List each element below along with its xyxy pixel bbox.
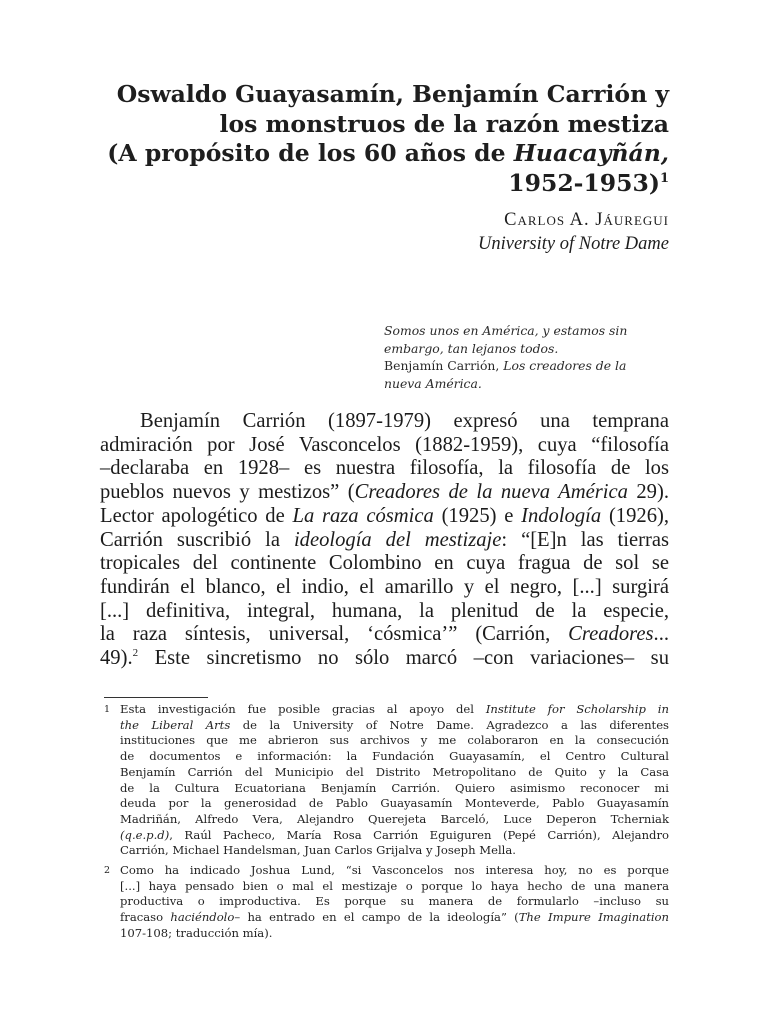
footnote-number: 2 bbox=[104, 865, 111, 877]
footnote-2 bbox=[100, 863, 669, 942]
title-footnote-mark[interactable]: 1 bbox=[659, 170, 669, 186]
body-line bbox=[100, 481, 669, 505]
footnote-number: 1 bbox=[104, 704, 111, 715]
footnote-1 bbox=[100, 702, 669, 859]
body-text-run: pueblos nuevos y mestizos” ( bbox=[100, 481, 355, 504]
footnote-line: de la Cultura Ecuatoriana Benjamín Carrión. Quiero asimismo reconocer mi bbox=[120, 780, 669, 795]
footnote-line bbox=[120, 702, 669, 718]
body-italic-run: La raza cósmica bbox=[292, 504, 434, 527]
title-line-4 bbox=[100, 169, 669, 199]
footnote-text-run: , Raúl Pacheco, María Rosa Carrión Eguiguren (Pepé Carrión), Alejandro bbox=[169, 827, 669, 842]
footnote-line: de documentos e información: la Fundación Guayasamín, el Centro Cultural bbox=[120, 749, 669, 764]
title-line-2: los monstruos de la razón mestiza bbox=[219, 109, 669, 138]
author-affiliation: University of Notre Dame bbox=[478, 234, 669, 254]
author-name: Carlos A. Jáuregui bbox=[504, 210, 669, 230]
body-line bbox=[100, 647, 669, 671]
footnote-line: instituciones que me abrieron sus archivos y me colaboraron en la consecución bbox=[120, 733, 669, 748]
epigraph-source-title: Los creadores de la bbox=[503, 358, 627, 373]
footnote-line: Benjamín Carrión del Municipio del Distrito Metropolitano de Quito y la Casa bbox=[120, 764, 669, 779]
epigraph-quote-line: Somos unos en América, y estamos sin bbox=[384, 323, 628, 338]
footnote-line: [...] haya pensado bien o mal el mestizaje o porque lo haya hecho de una manera bbox=[120, 878, 669, 893]
body-line: –declaraba en 1928– es nuestra filosofía, la filosofía de los bbox=[100, 457, 669, 480]
body-text-run: (1926), bbox=[601, 504, 669, 527]
body-text-run: ... bbox=[653, 623, 669, 646]
article-title bbox=[100, 80, 669, 198]
footnote-text-run: – ha entrado en el campo de la ideología” ( bbox=[234, 910, 519, 925]
footnote-divider bbox=[104, 697, 208, 698]
body-line: [...] definitiva, integral, humana, la plenitud de la especie, bbox=[100, 599, 669, 622]
epigraph-source bbox=[384, 357, 669, 392]
footnote-reference[interactable]: 2 bbox=[132, 647, 139, 660]
footnote-text-run: Esta investigación fue posible gracias al apoyo del bbox=[120, 702, 486, 716]
footnote-line: deuda por la generosidad de Pablo Guayasamín Monteverde, Pablo Guayasamín bbox=[120, 796, 669, 811]
title-line-3-text: (A propósito de los 60 años de bbox=[107, 139, 514, 167]
footnote-text-run: fracaso bbox=[120, 910, 171, 925]
body-line bbox=[100, 529, 669, 553]
footnote-italic-run: Institute for Scholarship in bbox=[485, 702, 669, 716]
epigraph-source-title: nueva América. bbox=[384, 375, 482, 391]
body-line: Benjamín Carrión (1897-1979) expresó una temprana bbox=[140, 410, 669, 432]
footnote-line: Carrión, Michael Handelsman, Juan Carlos Grijalva y Joseph Mella. bbox=[120, 843, 516, 858]
body-italic-run: Indología bbox=[521, 504, 602, 527]
footnote-text-run: de la University of Notre Dame. Agradezco a las diferentes bbox=[230, 717, 670, 732]
title-italic-work: Huacayñán, bbox=[513, 139, 669, 167]
body-text-run: (1925) e bbox=[433, 504, 522, 527]
body-text-run: 29). bbox=[627, 481, 669, 504]
footnote-line: 107-108; traducción mía). bbox=[120, 925, 273, 940]
body-italic-run: ideología del mestizaje bbox=[293, 528, 502, 551]
body-line: fundirán el blanco, el indio, el amarillo y el negro, [...] surgirá bbox=[100, 575, 669, 598]
body-italic-run: Creadores bbox=[568, 623, 654, 646]
footnotes bbox=[100, 702, 669, 942]
body-text-run: Lector apologético de bbox=[100, 504, 293, 527]
title-line-4-text: 1952-1953) bbox=[508, 168, 660, 197]
title-line-3 bbox=[100, 139, 669, 169]
footnote-line: productiva o improductiva. Es porque su manera de formularlo –incluso su bbox=[120, 894, 669, 909]
epigraph bbox=[384, 322, 669, 392]
body-line bbox=[100, 505, 669, 529]
body-text-run: 49). bbox=[100, 647, 133, 670]
footnote-line: Como ha indicado Joshua Lund, “si Vasconcelos nos interesa hoy, no es porque bbox=[120, 863, 669, 878]
footnote-italic-run: haciéndolo bbox=[170, 910, 235, 925]
footnote-italic-run: The Impure Imagination bbox=[518, 910, 670, 925]
body-text-run: la raza síntesis, universal, ‘cósmica’” (Carrión, bbox=[100, 623, 569, 646]
footnote-line bbox=[120, 828, 669, 844]
body-paragraph bbox=[100, 410, 669, 671]
author-block bbox=[300, 208, 669, 256]
footnote-line bbox=[120, 718, 669, 734]
footnote-italic-run: (q.e.p.d) bbox=[120, 827, 170, 842]
epigraph-quote bbox=[384, 322, 669, 357]
body-text-run: Carrión suscribió la bbox=[100, 528, 294, 551]
title-line-1: Oswaldo Guayasamín, Benjamín Carrión y bbox=[116, 80, 669, 108]
body-text-run: : “[E]n las tierras bbox=[501, 528, 669, 551]
footnote-line: Madriñán, Alfredo Vera, Alejandro Querejeta Barceló, Luce Deperon Tcherniak bbox=[120, 811, 669, 826]
epigraph-quote-line: embargo, tan lejanos todos. bbox=[384, 340, 559, 356]
body-line bbox=[100, 623, 669, 647]
body-line: admiración por José Vasconcelos (1882-1959), cuya “filosofía bbox=[100, 433, 669, 456]
body-text-run: Este sincretismo no sólo marcó –con variaciones– su bbox=[138, 647, 669, 670]
epigraph-source-author: Benjamín Carrión, bbox=[384, 358, 504, 373]
body-italic-run: Creadores de la nueva América bbox=[354, 481, 628, 504]
footnote-italic-run: the Liberal Arts bbox=[120, 717, 231, 732]
body-line: tropicales del continente Colombino en cuya fragua de sol se bbox=[100, 552, 669, 575]
footnote-line bbox=[120, 910, 669, 926]
